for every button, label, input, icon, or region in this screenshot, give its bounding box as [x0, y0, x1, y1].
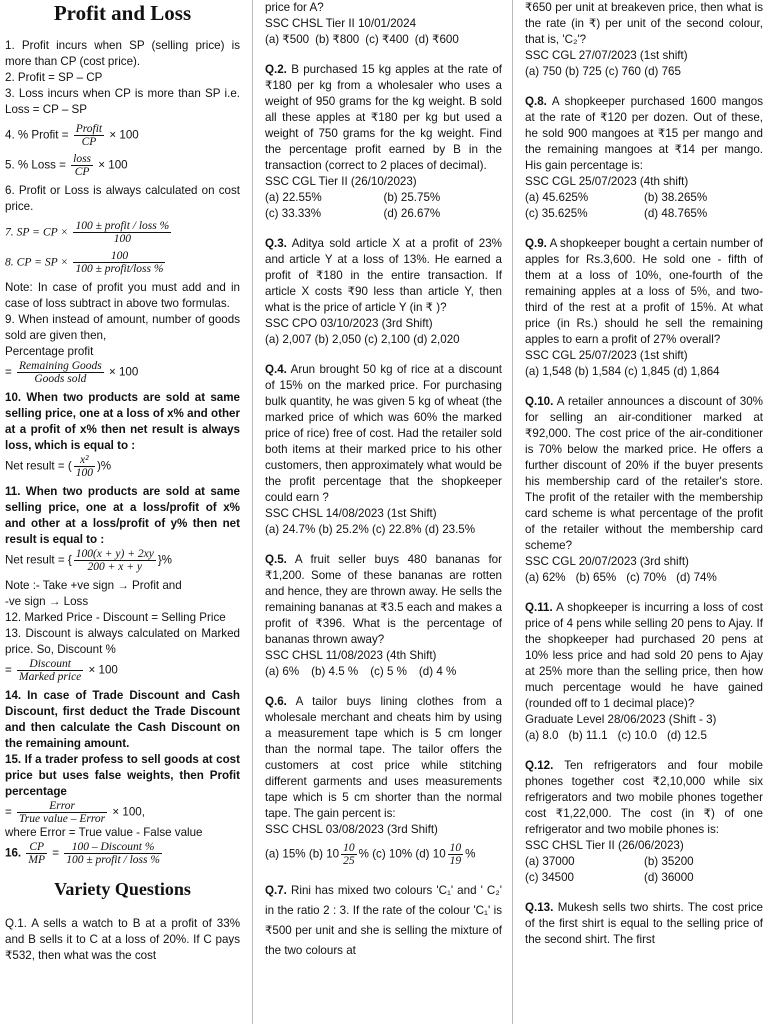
- fraction: $\frac{\text{Error}}{\text{True value – Error}}$: [19, 800, 106, 825]
- question-source: SSC CGL 25/07/2023 (1st shift): [525, 349, 688, 362]
- rule-15-where: where Error = True value - False value: [5, 826, 203, 839]
- options: (a) 22.55% (b) 25.75% (c) 33.33% (d) 26.67%: [265, 191, 441, 220]
- question-13: Q.13. Mukesh sells two shirts. The cost price of the first shirt is equal to the selling price of the second shirt. The first: [525, 901, 763, 946]
- question-3: Q.3. Aditya sold article X at a profit of 23% and article Y at a loss of 13%. He earned a profit of ₹180 in the entire transaction. If article X costs ₹90 less than article Y, then what is the price of article Y (in ₹ )? SSC CPO 03/10/2023 (3rd Shift) (a) 2,007 (b) 2,050 (c) 2,100 (d) 2,020: [265, 237, 502, 346]
- options: (a) 24.7% (b) 25.2% (c) 22.8% (d) 23.5%: [265, 523, 476, 536]
- fraction: $\frac{CP}{MP}$: [28, 841, 45, 866]
- rule-15: 15. If a trader profess to sell goods at cost price but uses false weights, then Profit percentage: [5, 753, 240, 798]
- rule-11-formula: Net result = { $\frac{100(x + y) + 2xy}{200 + x + y}$ }%: [5, 548, 172, 573]
- rule-9-formula: = $\frac{\text{Remaining Goods}}{\text{Goods sold}}$ × 100: [5, 360, 139, 385]
- question-7-cont: ₹650 per unit at breakeven price, then what is the rate (in ₹) per unit of the second colour, that is, 'C₂'? SSC CGL 27/07/2023 (1st shift) (a) 750 (b) 725 (c) 760 (d) 765: [525, 1, 763, 78]
- fraction: $\frac{\text{Discount}}{\text{Marked price}}$: [19, 658, 82, 683]
- rule-4: 4. % Profit = $\frac{\text{Profit}}{CP}$ × 100: [5, 123, 139, 148]
- fraction: $\frac{10}{25}$: [343, 842, 355, 867]
- fraction: $\frac{\text{Remaining Goods}}{\text{Goods sold}}$: [19, 360, 102, 385]
- rule-10-formula: Net result = ( $\frac{\text{x²}}{100}$ )%: [5, 454, 112, 479]
- rule-11: 11. When two products are sold at same selling price, one at a loss/profit of x% and other at a loss/profit of y% then net result is equal to :: [5, 485, 240, 546]
- rule-8: 8. CP = SP × $\frac{100}{\text{100 ± profit/loss \%}}$: [5, 250, 164, 275]
- column-divider: [252, 0, 253, 1024]
- question-11: Q.11. A shopkeeper is incurring a loss of cost price of 4 pens while selling 20 pens to Ajay. If the shopkeeper had purchased 20 pens at 10% less price and had sold 20 pens to Ajay at 25% more than the selling price, then how much percentage would he have gained (rounded off to 1 decimal place)? Graduate Level 28/06/2023 (Shift - 3) (a) 8.0 (b) 11.1 (c) 10.0 (d) 12.5: [525, 601, 763, 742]
- section-subtitle: Variety Questions: [54, 879, 191, 899]
- question-source: SSC CHSL 11/08/2023 (4th Shift): [265, 649, 437, 662]
- question-4: Q.4. Arun brought 50 kg of rice at a discount of 15% on the marked price. For purchasing bulk quantity, he was given 5 kg of wheat (the marked price of which was 60% the marked price of rice) free of cost. Had the retailer sold both items at their marked price to his other customers, then approximately what would be the profit percentage that the shopkeeper could earn ? SSC CHSL 14/08/2023 (1st Shift) (a) 24.7% (b) 25.2% (c) 22.8% (d) 23.5%: [265, 363, 502, 536]
- options: (a) 15% (b) 10 $\frac{10}{25}$ % (c) 10% (d) 10 $\frac{10}{19}$ %: [265, 842, 476, 867]
- rule-16: 16. $\frac{CP}{MP}$ = $\frac{\text{100 – Discount \%}}{\text{100 ± profit / loss \%}}$: [5, 841, 160, 866]
- question-source: Graduate Level 28/06/2023 (Shift - 3): [525, 713, 717, 726]
- options: (a) ₹500 (b) ₹800 (c) ₹400 (d) ₹600: [265, 33, 459, 46]
- fraction: $\frac{\text{Profit}}{CP}$: [75, 123, 103, 148]
- question-9: Q.9. A shopkeeper bought a certain number of apples for Rs.3,600. He sold one - fifth of them at a loss of 10%, one-fourth of the remaining apples at a loss of 5%, and two-third of the rest at a profit of 15%. At what price (in Rs.) should he sell the remaining apples to earn a profit of 27% overall? SSC CGL 25/07/2023 (1st shift) (a) 1,548 (b) 1,584 (c) 1,845 (d) 1,864: [525, 237, 763, 378]
- note-sign-loss: -ve sign → Loss: [5, 595, 89, 608]
- question-source: SSC CGL 27/07/2023 (1st shift): [525, 49, 688, 62]
- question-source: SSC CHSL Tier II (26/06/2023): [525, 839, 684, 852]
- fraction: $\frac{100(x + y) + 2xy}{200 + x + y}$: [75, 548, 154, 573]
- rule-12: 12. Marked Price - Discount = Selling Price: [5, 611, 226, 624]
- question-source: SSC CHSL 03/08/2023 (3rd Shift): [265, 823, 438, 836]
- question-1-cont: price for A? SSC CHSL Tier II 10/01/2024 (a) ₹500 (b) ₹800 (c) ₹400 (d) ₹600: [265, 0, 502, 48]
- question-6: Q.6. A tailor buys lining clothes from a wholesale merchant and cheats him by using a measurement tape which is 5 cm longer than the normal tape. The tailor offers the customers at cost price while stitching different garments and uses measurements tape which is 5 cm shorter than the normal tape. The gain percent is: SSC CHSL 03/08/2023 (3rd Shift) (a) 15% (b) 10 $\frac{10}{25}$ % (c) 10% (d) 10 $\frac{10}{19}$ %: [265, 695, 502, 867]
- question-2: Q.2. B purchased 15 kg apples at the rate of ₹180 per kg from a wholesaler who uses a weight of 950 grams for the kg weight. B sold all these apples at ₹180 per kg but used a weight of 750 grams for the kg weight. Find the percentage profit earned by B in the transaction (correct to 2 places of decimal). SSC CGL Tier II (26/10/2023) (a) 22.55% (b) 25.75% (c) 33.33% (d) 26.67%: [265, 63, 502, 220]
- question-7: Q.7. Rini has mixed two colours 'C₁' and ' C₂' in the ratio 2 : 3. If the rate of the colour 'C₁' is ₹500 per unit and she is selling the mixture of the two colours at: [265, 884, 502, 957]
- options: (a) 37000 (b) 35200 (c) 34500 (d) 36000: [525, 855, 694, 884]
- fraction: $\frac{\text{100 – Discount \%}}{\text{100 ± profit / loss \%}}$: [66, 841, 160, 866]
- rule-7: 7. SP = CP × $\frac{\text{100 ± profit / loss \%}}{100}$: [5, 220, 170, 245]
- question-10: Q.10. A retailer announces a discount of 30% for selling an air-conditioner marked at ₹92,000. The cost price of the air-conditioner is 70% below the marked price. He offers a further discount of 20% if the buyer presents his membership card of the retailer's store. The profit of the retailer with the membership card scheme is what percentage of the profit of the retailer without the membership card scheme? SSC CGL 20/07/2023 (3rd shift) (a) 62% (b) 65% (c) 70% (d) 74%: [525, 395, 763, 584]
- fraction: $\frac{\text{100 ± profit / loss \%}}{100}$: [75, 220, 170, 245]
- rule-2: 2. Profit = SP – CP: [5, 71, 103, 84]
- options: (a) 1,548 (b) 1,584 (c) 1,845 (d) 1,864: [525, 365, 720, 378]
- rule-3: 3. Loss incurs when CP is more than SP i.e. Loss = CP – SP: [5, 87, 240, 116]
- rule-1: 1. Profit incurs when SP (selling price) is more than CP (cost price).: [5, 39, 240, 68]
- fraction: $\frac{100}{\text{100 ± profit/loss \%}}$: [75, 250, 164, 275]
- rule-9-label: Percentage profit: [5, 345, 94, 358]
- options: (a) 62% (b) 65% (c) 70% (d) 74%: [525, 571, 717, 584]
- question-12: Q.12. Ten refrigerators and four mobile phones together cost ₹2,10,000 while six refrigerators and two mobile phones together cost ₹1,22,000. The cost (in ₹) of one refrigerator and two mobile phones is: SSC CHSL Tier II (26/06/2023) (a) 37000 (b) 35200 (c) 34500 (d) 36000: [525, 759, 763, 884]
- question-8: Q.8. A shopkeeper purchased 1600 mangos at the rate of ₹120 per dozen. Out of these, he sold 900 mangoes at ₹15 per mango and the remaining mangoes at ₹14 per mango. His gain percentage is: SSC CGL 25/07/2023 (4th shift) (a) 45.625% (b) 38.265% (c) 35.625% (d) 48.765%: [525, 95, 763, 220]
- rule-13: 13. Discount is always calculated on Marked price. So, Discount %: [5, 627, 240, 656]
- question-source: SSC CHSL 14/08/2023 (1st Shift): [265, 507, 437, 520]
- rule-14: 14. In case of Trade Discount and Cash Discount, first deduct the Trade Discount and then calculate the Cash Discount on the remaining amount.: [5, 689, 240, 750]
- options: (a) 6% (b) 4.5 % (c) 5 % (d) 4 %: [265, 665, 457, 678]
- question-source: SSC CHSL Tier II 10/01/2024: [265, 17, 417, 30]
- question-source: SSC CPO 03/10/2023 (3rd Shift): [265, 317, 433, 330]
- options: (a) 750 (b) 725 (c) 760 (d) 765: [525, 65, 681, 78]
- fraction: $\frac{10}{19}$: [449, 842, 462, 867]
- fraction: $\frac{\text{loss}}{CP}$: [73, 153, 92, 178]
- question-source: SSC CGL Tier II (26/10/2023): [265, 175, 417, 188]
- options: (a) 45.625% (b) 38.265% (c) 35.625% (d) 48.765%: [525, 191, 708, 220]
- rule-13-formula: = $\frac{\text{Discount}}{\text{Marked price}}$ × 100: [5, 658, 118, 683]
- rule-15-formula: = $\frac{\text{Error}}{\text{True value – Error}}$ × 100,: [5, 800, 145, 825]
- column-formulas: [5, 0, 240, 1024]
- question-source: SSC CGL 25/07/2023 (4th shift): [525, 175, 689, 188]
- options: (a) 2,007 (b) 2,050 (c) 2,100 (d) 2,020: [265, 333, 460, 346]
- rule-9: 9. When instead of amount, number of goods sold are given then,: [5, 313, 240, 342]
- question-5: Q.5. A fruit seller buys 480 bananas for ₹1,200. Some of these bananas are rotten and hence, they are thrown away. He sells the remaining bananas at ₹3.5 each and makes a profit of ₹396. What is the percentage of bananas thrown away? SSC CHSL 11/08/2023 (4th Shift) (a) 6% (b) 4.5 % (c) 5 % (d) 4 %: [265, 553, 502, 678]
- options: (a) 8.0 (b) 11.1 (c) 10.0 (d) 12.5: [525, 729, 707, 742]
- question-source: SSC CGL 20/07/2023 (3rd shift): [525, 555, 689, 568]
- note-sign-profit: Note :- Take +ve sign → Profit and: [5, 579, 182, 592]
- column-questions-b: [525, 0, 763, 1024]
- fraction: $\frac{\text{x²}}{100}$: [75, 454, 93, 479]
- rule-6: 6. Profit or Loss is always calculated on cost price.: [5, 184, 240, 213]
- column-questions-a: [265, 0, 502, 1024]
- question-1: Q.1. A sells a watch to B at a profit of 33% and B sells it to C at a loss of 20%. If C pays ₹532, then what was the cost: [5, 917, 240, 962]
- note-formulas: Note: In case of profit you must add and in case of loss subtract in above two formulas.: [5, 281, 240, 310]
- rule-5: 5. % Loss = $\frac{\text{loss}}{CP}$ × 100: [5, 153, 128, 178]
- rule-10: 10. When two products are sold at same selling price, one at a loss of x% and other at a profit of x% then net result is always loss, which is equal to :: [5, 391, 240, 452]
- section-title: Profit and Loss: [53, 1, 192, 25]
- column-divider: [512, 0, 513, 1024]
